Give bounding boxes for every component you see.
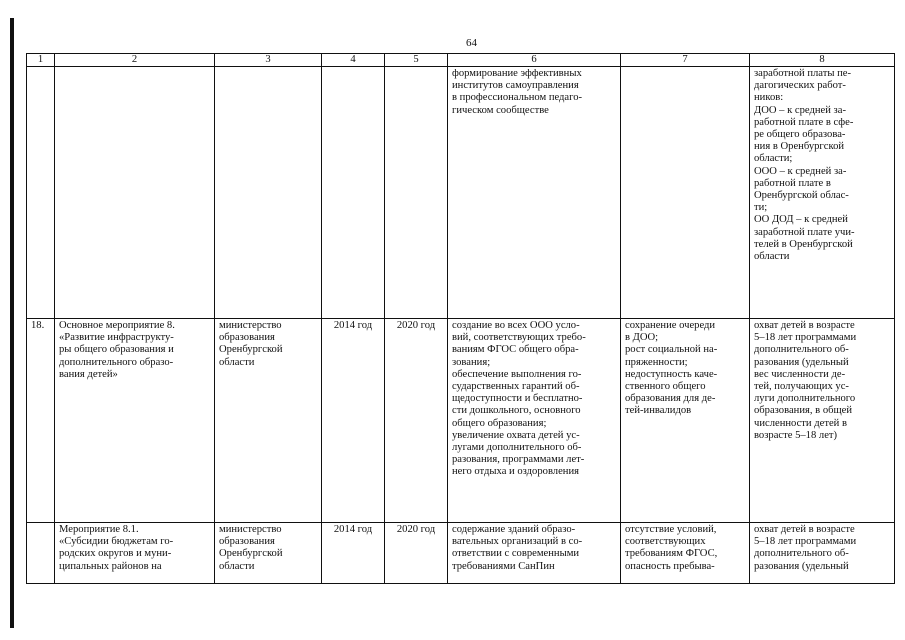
header-cell-3: 3	[215, 54, 322, 67]
page-left-edge-bar	[10, 18, 14, 628]
table-row-continuation	[27, 67, 895, 319]
table-header-row	[27, 54, 895, 67]
table-row-8-1	[27, 523, 895, 584]
cell-expected-result: содержание зданий образо- вательных организаций в со- ответствии с современными требованиями СанПин	[448, 523, 621, 584]
header-cell-1: 1	[27, 54, 55, 67]
cell-start-year: 2014 год	[322, 523, 385, 584]
cell-expected-result: создание во всех ООО усло- вий, соответствующих требо- ваниям ФГОС общего обра- зования; обеспечение выполнения го- сударственных гарантий об- щедоступности и бесплатно- сти дошкольного, основного общего образования; увеличение охвата детей ус- лугами дополнительного об- разования, программами лет- него отдыха и оздоровления	[448, 319, 621, 523]
header-cell-8: 8	[750, 54, 895, 67]
page-number: 64	[466, 37, 477, 49]
cell-consequences	[621, 67, 750, 319]
cell-executor: министерство образования Оренбургской области	[215, 319, 322, 523]
cell-end-year: 2020 год	[385, 319, 448, 523]
cell-indicator: заработной платы пе- дагогических работ- ников: ДОО – к средней за- работной плате в сфе- ре общего образова- ния в Оренбургской области; ООО – к средней за- работной плате в Оренбургской облас- ти; ОО ДОД – к средней заработной плате учи- телей в Оренбургской области	[750, 67, 895, 319]
cell-measure-name: Мероприятие 8.1. «Субсидии бюджетам го- родских округов и муни- ципальных районов на	[55, 523, 215, 584]
cell-number	[27, 67, 55, 319]
header-cell-4: 4	[322, 54, 385, 67]
cell-indicator: охват детей в возрасте 5–18 лет программами дополнительного об- разования (удельный вес численности де- тей, получающих ус- луги дополнительного образования, в общей численности детей в возрасте 5–18 лет)	[750, 319, 895, 523]
cell-start-year: 2014 год	[322, 319, 385, 523]
cell-expected-result: формирование эффективных институтов самоуправления в профессиональном педаго- гическом сообществе	[448, 67, 621, 319]
measures-table	[26, 53, 895, 584]
table-row-18	[27, 319, 895, 523]
header-cell-5: 5	[385, 54, 448, 67]
header-cell-7: 7	[621, 54, 750, 67]
header-cell-2: 2	[55, 54, 215, 67]
cell-consequences: сохранение очереди в ДОО; рост социальной на- пряженности; недоступность каче- ственного общего образования для де- тей-инвалидов	[621, 319, 750, 523]
header-cell-6: 6	[448, 54, 621, 67]
cell-executor	[215, 67, 322, 319]
cell-consequences: отсутствие условий, соответствующих требованиям ФГОС, опасность пребыва-	[621, 523, 750, 584]
cell-measure-name	[55, 67, 215, 319]
cell-measure-name: Основное мероприятие 8. «Развитие инфраструкту- ры общего образования и дополнительного образо- вания детей»	[55, 319, 215, 523]
cell-end-year	[385, 67, 448, 319]
cell-end-year: 2020 год	[385, 523, 448, 584]
cell-number	[27, 523, 55, 584]
cell-number: 18.	[27, 319, 55, 523]
cell-indicator: охват детей в возрасте 5–18 лет программами дополнительного об- разования (удельный	[750, 523, 895, 584]
cell-start-year	[322, 67, 385, 319]
cell-executor: министерство образования Оренбургской области	[215, 523, 322, 584]
